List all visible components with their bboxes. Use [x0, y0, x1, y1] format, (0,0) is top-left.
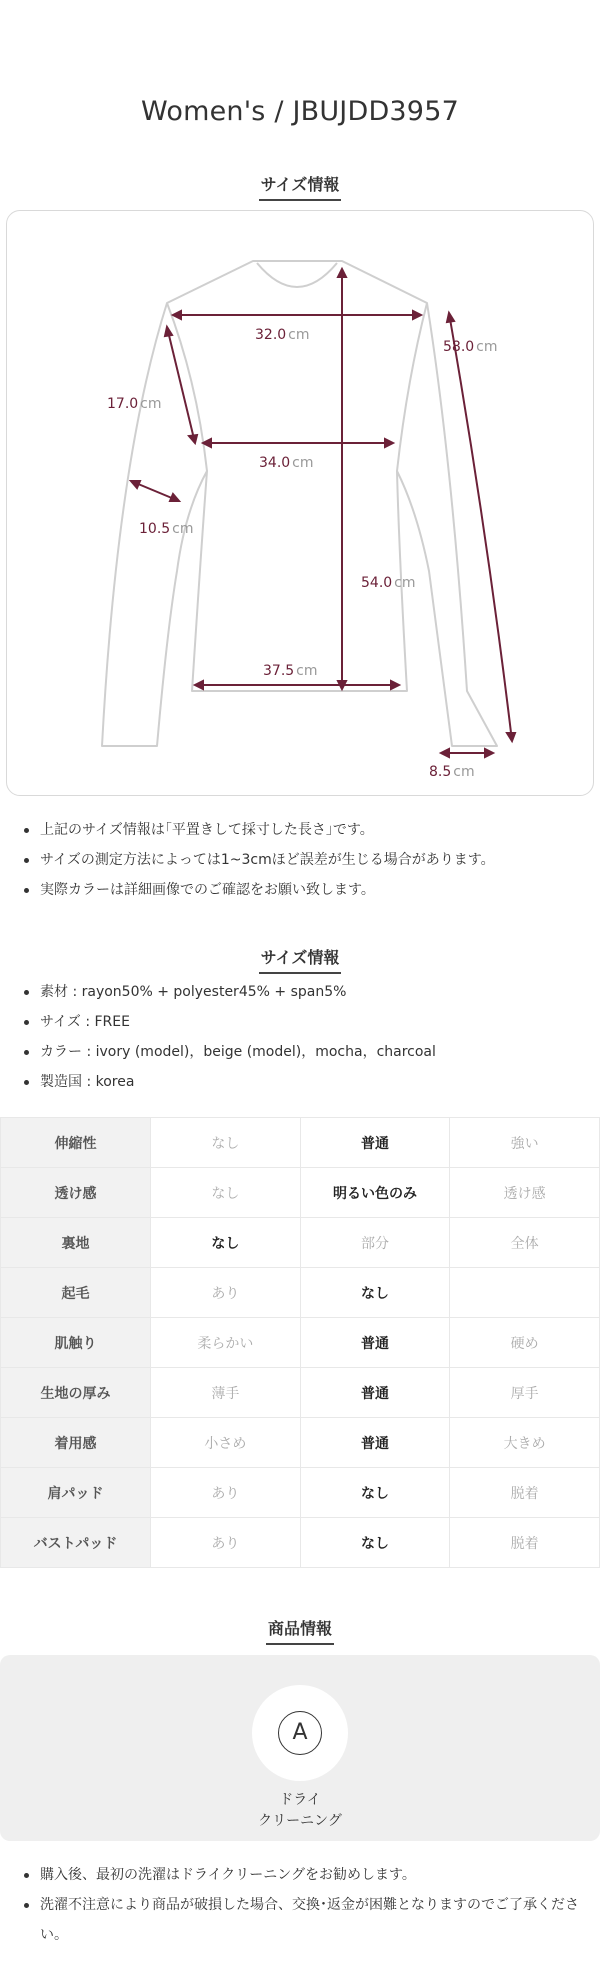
care-note: 洗濯不注意により商品が破損した場合、交換･返金が困難となりますのでご了承ください。 — [20, 1890, 580, 1950]
attribute-label: 肌触り — [1, 1318, 151, 1368]
size-note: サイズの測定方法によっては1~3cmほど誤差が生じる場合があります。 — [20, 845, 580, 875]
attribute-option: あり — [151, 1518, 301, 1568]
attribute-label: 裏地 — [1, 1218, 151, 1268]
cuff-measurement: 8.5 cm — [429, 764, 475, 780]
attribute-label: 透け感 — [1, 1168, 151, 1218]
attribute-option: 全体 — [450, 1218, 600, 1268]
attribute-row — [1, 1318, 600, 1368]
attribute-option: あり — [151, 1468, 301, 1518]
attribute-label: 着用感 — [1, 1418, 151, 1468]
attribute-label: 起毛 — [1, 1268, 151, 1318]
dry-clean-icon: A — [278, 1711, 322, 1755]
attribute-label: 生地の厚み — [1, 1368, 151, 1418]
total-length-measurement: 58.0 cm — [443, 339, 498, 355]
attribute-row — [1, 1418, 600, 1468]
shoulder-measurement: 32.0 cm — [255, 327, 310, 343]
size-note: 上記のサイズ情報は｢平置きして採寸した長さ｣です。 — [20, 815, 580, 845]
attribute-option-selected: なし — [151, 1218, 301, 1268]
material-item: サイズ : FREE — [20, 1007, 580, 1037]
attribute-option-selected: 普通 — [300, 1368, 450, 1418]
hem-measurement: 37.5 cm — [263, 663, 318, 679]
material-list — [20, 977, 580, 1097]
garment-outline — [7, 211, 595, 797]
attribute-label: バストパッド — [1, 1518, 151, 1568]
attribute-option: 小さめ — [151, 1418, 301, 1468]
care-icon-circle — [252, 1685, 348, 1781]
material-info-heading: サイズ情報 — [0, 945, 600, 974]
body-length-measurement: 54.0 cm — [361, 575, 416, 591]
attribute-option-selected: 普通 — [300, 1418, 450, 1468]
attribute-option: なし — [151, 1168, 301, 1218]
attribute-option-selected: なし — [300, 1518, 450, 1568]
attribute-option: 強い — [450, 1118, 600, 1168]
attribute-row — [1, 1168, 600, 1218]
attribute-option-selected: なし — [300, 1468, 450, 1518]
attribute-option: 脱着 — [450, 1518, 600, 1568]
product-info-heading: 商品情報 — [0, 1616, 600, 1645]
attribute-row — [1, 1118, 600, 1168]
chest-measurement: 34.0 cm — [259, 455, 314, 471]
attribute-row — [1, 1268, 600, 1318]
attribute-option: あり — [151, 1268, 301, 1318]
care-label: ドライ クリーニング — [258, 1792, 342, 1829]
armhole-measurement: 17.0 cm — [107, 396, 162, 412]
attribute-option: 大きめ — [450, 1418, 600, 1468]
attribute-option-selected: 明るい色のみ — [300, 1168, 450, 1218]
size-info-heading: サイズ情報 — [0, 172, 600, 201]
attribute-label: 肩パッド — [1, 1468, 151, 1518]
material-item: 製造国 : korea — [20, 1067, 580, 1097]
fabric-attribute-table — [0, 1117, 600, 1568]
attribute-option-selected: 普通 — [300, 1318, 450, 1368]
attribute-option: 透け感 — [450, 1168, 600, 1218]
care-note: 購入後、最初の洗濯はドライクリーニングをお勧めします。 — [20, 1860, 580, 1890]
material-item: 素材 : rayon50% + polyester45% + span5% — [20, 977, 580, 1007]
attribute-option-selected: なし — [300, 1268, 450, 1318]
attribute-row — [1, 1518, 600, 1568]
care-notes-list — [20, 1860, 580, 1950]
page-title: Women's / JBUJDD3957 — [141, 96, 459, 127]
attribute-option: 硬め — [450, 1318, 600, 1368]
attribute-option: 薄手 — [151, 1368, 301, 1418]
attribute-option: 脱着 — [450, 1468, 600, 1518]
care-instruction-box — [0, 1655, 600, 1841]
size-notes-list — [20, 815, 580, 905]
attribute-label: 伸縮性 — [1, 1118, 151, 1168]
attribute-option: 柔らかい — [151, 1318, 301, 1368]
attribute-option: 厚手 — [450, 1368, 600, 1418]
attribute-row — [1, 1218, 600, 1268]
sleeve-width-measurement: 10.5 cm — [139, 521, 194, 537]
attribute-row — [1, 1368, 600, 1418]
attribute-row — [1, 1468, 600, 1518]
size-note: 実際カラーは詳細画像でのご確認をお願い致します。 — [20, 875, 580, 905]
attribute-option: なし — [151, 1118, 301, 1168]
attribute-option-selected: 普通 — [300, 1118, 450, 1168]
attribute-option — [450, 1268, 600, 1318]
attribute-option: 部分 — [300, 1218, 450, 1268]
material-item: カラー : ivory (model)，beige (model)，mocha，charcoal — [20, 1037, 580, 1067]
size-diagram — [6, 210, 594, 796]
